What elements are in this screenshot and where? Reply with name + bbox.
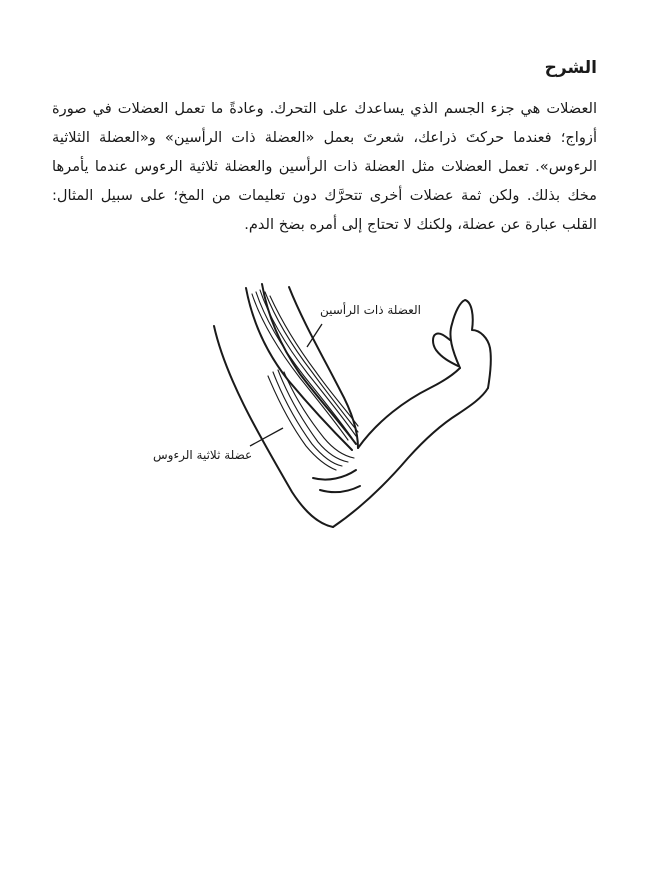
section-heading: الشرح <box>544 58 597 78</box>
explanation-paragraph: العضلات هي جزء الجسم الذي يساعدك على التحرك. وعادةً ما تعمل العضلات في صورة أزواج؛ فعندما حركتَ ذراعك، شعرتَ بعمل «العضلة ذات الرأسين» و«العضلة الثلاثية الرءوس». تعمل العضلات مثل العضلة ذات الرأسين والعضلة ثلاثية الرءوس عندما يأمرها مخك بذلك. ولكن ثمة عضلات أخرى تتحرَّك دون تعليمات من المخ؛ على سبيل المثال: القلب عبارة عن عضلة، ولكنك لا تحتاج إلى أمره بضخ الدم. <box>52 100 597 233</box>
biceps-label: العضلة ذات الرأسين <box>320 303 421 317</box>
elbow-crease <box>313 470 356 480</box>
triceps-label: عضلة ثلاثية الرءوس <box>153 448 253 462</box>
biceps-leader-line <box>307 324 322 347</box>
fist-outline <box>450 300 490 388</box>
forearm-top-outline <box>358 368 460 448</box>
triceps-leader-line <box>250 428 283 446</box>
forearm-bottom-outline <box>333 388 488 527</box>
